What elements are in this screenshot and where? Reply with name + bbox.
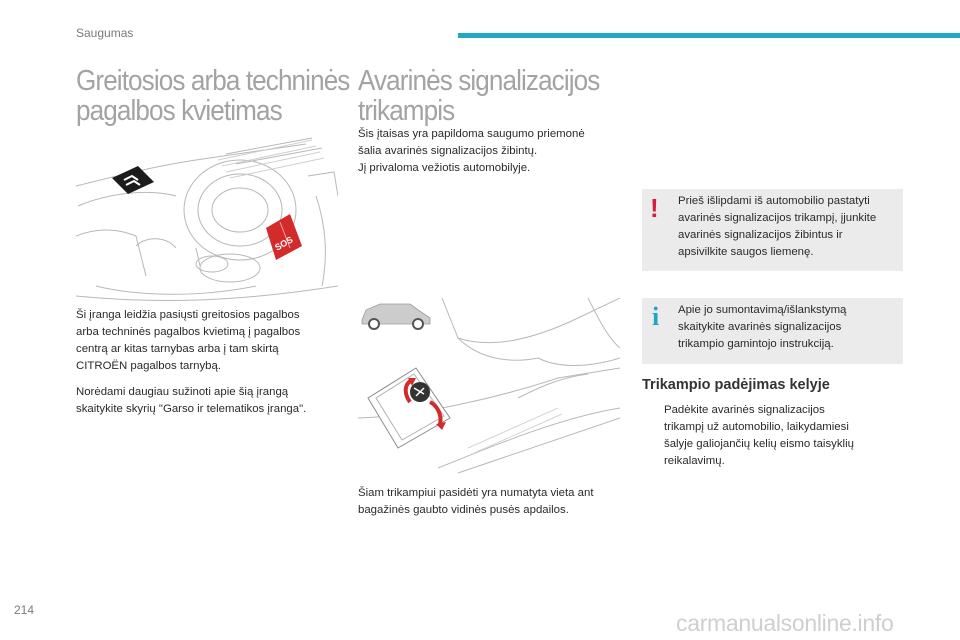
warning-note bbox=[642, 189, 903, 271]
middle-title bbox=[358, 66, 626, 126]
middle-caption-line: bagažinės gaubto vidinės pusės apdailos. bbox=[358, 504, 569, 516]
warning-text bbox=[678, 193, 900, 261]
sos-console-illustration bbox=[76, 136, 338, 302]
info-line: Apie jo sumontavimą/išlankstymą bbox=[678, 304, 847, 316]
subheading: Trikampio padėjimas kelyje bbox=[642, 377, 830, 393]
left-paragraph-1 bbox=[76, 307, 346, 375]
left-p2-line: skaitykite skyrių "Garso ir telematikos įranga". bbox=[76, 403, 307, 415]
bullet-line: Padėkite avarinės signalizacijos bbox=[664, 404, 825, 416]
left-title-line1: Greitosios arba techninės bbox=[76, 65, 350, 97]
warning-line: Prieš išlipdami iš automobilio pastatyti bbox=[678, 195, 870, 207]
left-title bbox=[76, 66, 380, 126]
warning-exclamation-icon: ! bbox=[650, 193, 659, 223]
left-p1-line: centrą ar kitas tarnybas arba į tam skirtą bbox=[76, 343, 279, 355]
middle-intro-line: Šis įtaisas yra papildoma saugumo priemonė bbox=[358, 128, 585, 140]
warning-line: avarinės signalizacijos žibintus ir bbox=[678, 229, 843, 241]
left-p1-line: arba techninės pagalbos kvietimą į pagalbos bbox=[76, 326, 301, 338]
info-note bbox=[642, 298, 903, 364]
section-accent-bar bbox=[458, 33, 960, 38]
warning-line: apsivilkite saugos liemenę. bbox=[678, 246, 814, 258]
info-line: skaitykite avarinės signalizacijos bbox=[678, 321, 842, 333]
middle-intro-line: Jį privaloma vežiotis automobilyje. bbox=[358, 162, 531, 174]
bullet-text bbox=[664, 402, 912, 470]
left-title-line2: pagalbos kvietimas bbox=[76, 95, 282, 127]
left-paragraph-2 bbox=[76, 384, 356, 418]
section-label: Saugumas bbox=[76, 26, 134, 40]
middle-intro bbox=[358, 126, 628, 177]
info-line: trikampio gamintojo instrukciją. bbox=[678, 338, 834, 350]
middle-title-line1: Avarinės signalizacijos bbox=[358, 65, 600, 97]
watermark: carmanualsonline.info bbox=[676, 610, 894, 636]
bullet-line: reikalavimų. bbox=[664, 455, 725, 467]
boot-lid-illustration bbox=[358, 298, 620, 476]
bullet-line: trikampį už automobilio, laikydamiesi bbox=[664, 421, 849, 433]
left-p1-line: CITROËN pagalbos tarnybą. bbox=[76, 360, 221, 372]
info-text bbox=[678, 302, 900, 353]
left-p1-line: Ši įranga leidžia pasiųsti greitosios pagalbos bbox=[76, 309, 300, 321]
bullet-line: šalyje galiojančių kelių eismo taisyklių bbox=[664, 438, 854, 450]
middle-title-line2: trikampis bbox=[358, 95, 455, 127]
car-silhouette-icon bbox=[362, 304, 430, 329]
info-i-icon: i bbox=[652, 302, 660, 331]
warning-line: avarinės signalizacijos trikampį, įjunkite bbox=[678, 212, 877, 224]
sos-button-label: SOS bbox=[273, 234, 295, 253]
middle-caption bbox=[358, 485, 638, 519]
page-number: 214 bbox=[14, 603, 35, 617]
middle-caption-line: Šiam trikampiui pasidėti yra numatyta vieta ant bbox=[358, 487, 594, 499]
middle-intro-line: šalia avarinės signalizacijos žibintų. bbox=[358, 145, 538, 157]
left-p2-line: Norėdami daugiau sužinoti apie šią įrangą bbox=[76, 386, 289, 398]
